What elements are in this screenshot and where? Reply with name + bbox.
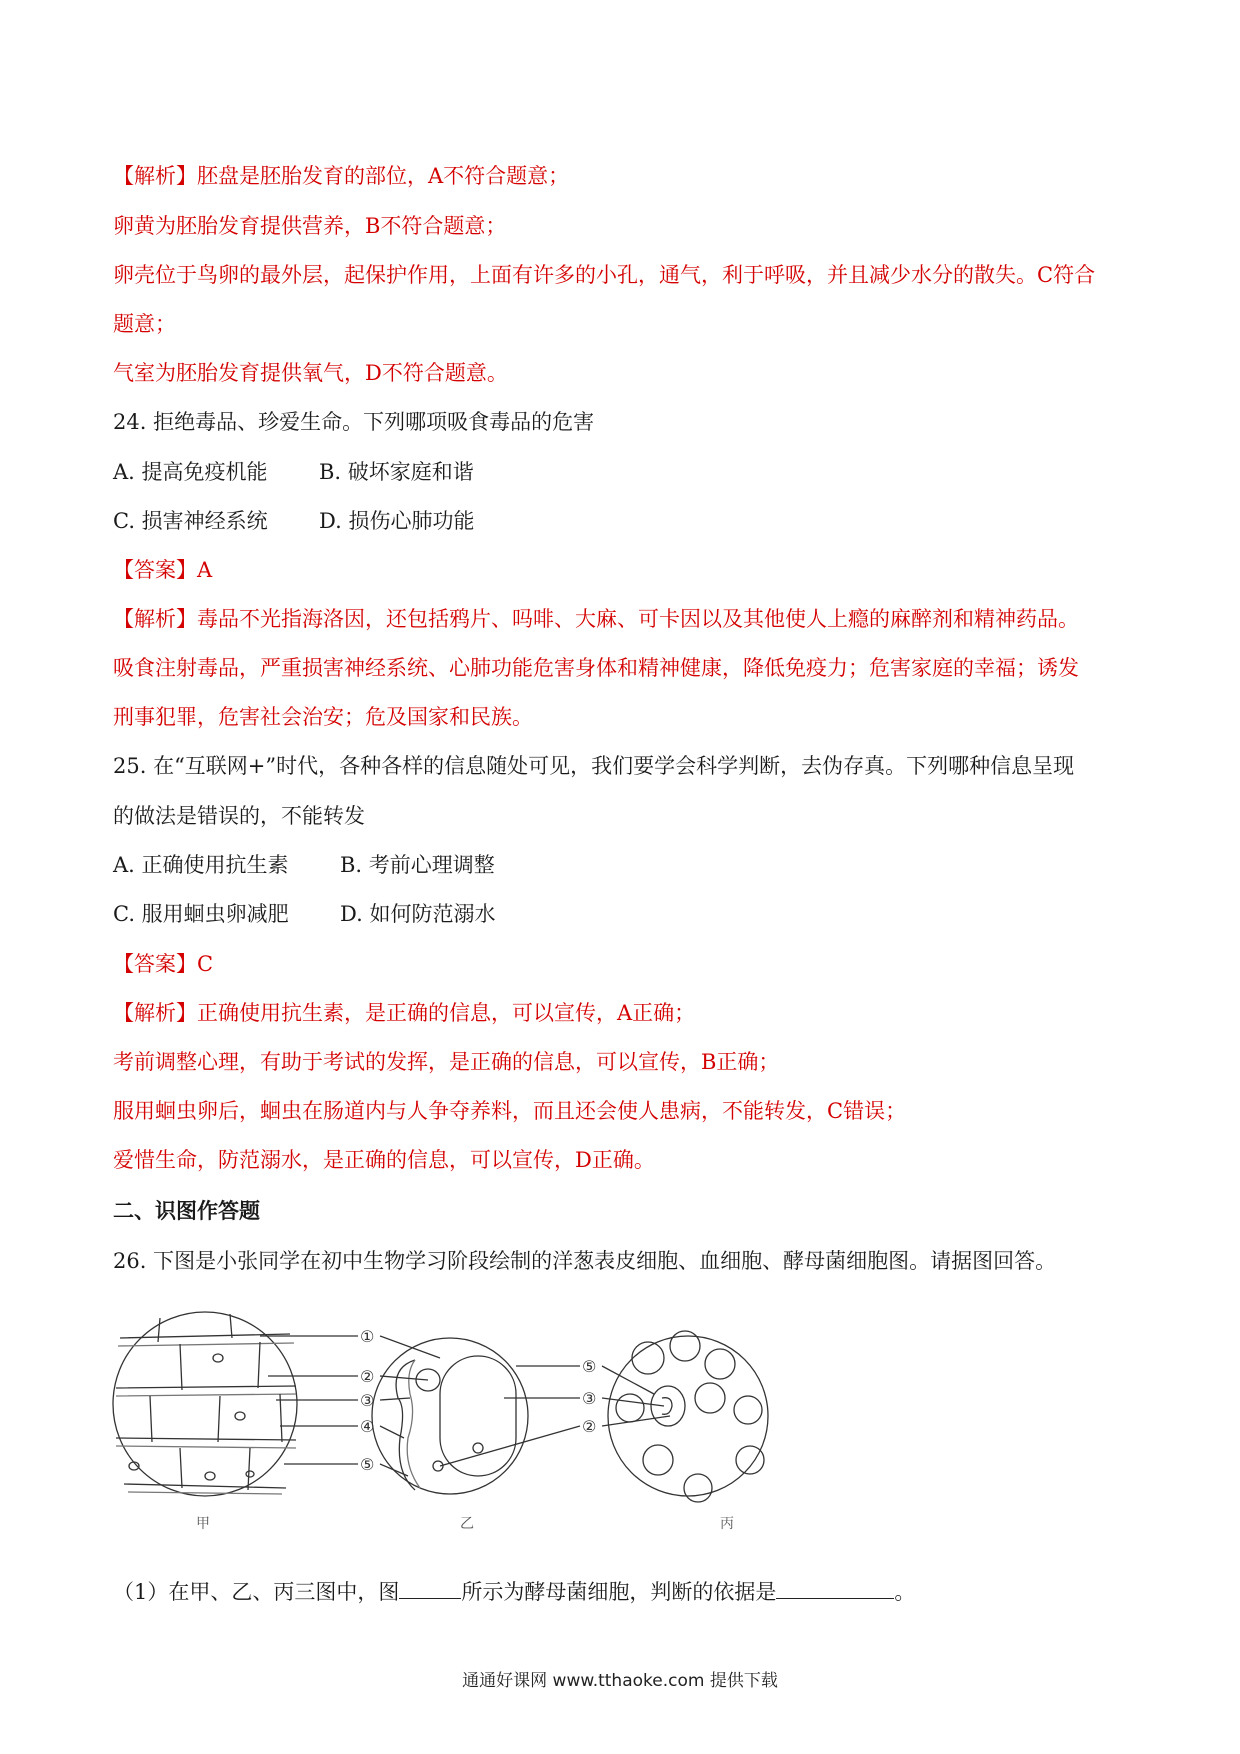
q26-sub1-blank-1[interactable] [399, 1578, 461, 1599]
fig-label-jia-1: ① [360, 1327, 375, 1346]
q24-answer: 【答案】A [113, 558, 213, 582]
q25-option-d: D. 如何防范溺水 [340, 902, 496, 926]
onion-epidermis-cell-drawing [113, 1312, 297, 1496]
section-2-heading: 二、识图作答题 [113, 1199, 260, 1223]
fig-label-yi-5: ⑤ [582, 1357, 597, 1376]
q25-stem-line-1: 25. 在“互联网+”时代，各种各样的信息随处可见，我们要学会科学判断，去伪存真。下列哪种信息呈现 [113, 754, 1075, 778]
q26-stem: 26. 下图是小张同学在初中生物学习阶段绘制的洋葱表皮细胞、血细胞、酵母菌细胞图。请据图回答。 [113, 1249, 1057, 1273]
q25-option-c: C. 服用蛔虫卵减肥 [113, 902, 289, 926]
q24-stem: 24. 拒绝毒品、珍爱生命。下列哪项吸食毒品的危害 [113, 410, 595, 434]
q26-sub1 [113, 1578, 915, 1606]
q25-stem-line-2: 的做法是错误的，不能转发 [113, 804, 365, 828]
q23-analysis-line-5: 气室为胚胎发育提供氧气，D不符合题意。 [113, 361, 508, 385]
blood-yeast-cell-drawing [608, 1331, 768, 1502]
q24-analysis-line-2: 吸食注射毒品，严重损害神经系统、心肺功能危害身体和精神健康，降低免疫力；危害家庭的幸福；诱发 [113, 656, 1079, 680]
q24-analysis-line-1: 【解析】毒品不光指海洛因，还包括鸦片、吗啡、大麻、可卡因以及其他使人上瘾的麻醉剂和精神药品。 [113, 607, 1079, 631]
cell-diagram-figure [110, 1298, 830, 1548]
fig-caption-bing: 丙 [720, 1516, 734, 1532]
q26-sub1-text-b: 所示为酵母菌细胞，判断的依据是 [461, 1580, 777, 1604]
q25-options-row-2 [113, 900, 495, 928]
q24-options-row-2 [113, 507, 474, 535]
fig-caption-yi: 乙 [460, 1516, 474, 1532]
fig-label-yi-2: ② [582, 1417, 597, 1436]
q25-analysis-line-3: 服用蛔虫卵后，蛔虫在肠道内与人争夺养料，而且还会使人患病，不能转发，C错误； [113, 1099, 907, 1123]
q25-answer: 【答案】C [113, 952, 214, 976]
q24-option-c: C. 损害神经系统 [113, 509, 268, 533]
fig-caption-jia: 甲 [196, 1516, 210, 1532]
q25-options-row-1 [113, 851, 495, 879]
fig-label-jia-5: ⑤ [360, 1455, 375, 1474]
fig-label-jia-3: ③ [360, 1391, 375, 1410]
q25-analysis-line-4: 爱惜生命，防范溺水，是正确的信息，可以宣传，D正确。 [113, 1148, 655, 1172]
q26-sub1-blank-2[interactable] [776, 1578, 894, 1599]
q23-analysis-line-4: 题意； [113, 312, 176, 336]
q26-sub1-text-c: 。 [894, 1580, 916, 1604]
q25-option-a: A. 正确使用抗生素 [113, 853, 289, 877]
fig-label-jia-2: ② [360, 1367, 375, 1386]
q23-analysis-line-3: 卵壳位于鸟卵的最外层，起保护作用，上面有许多的小孔，通气，利于呼吸，并且减少水分的散失。C符合 [113, 263, 1096, 287]
q26-sub1-text-a: （1）在甲、乙、丙三图中，图 [113, 1580, 400, 1604]
page-footer: 通通好课网 www.tthaoke.com 提供下载 [462, 1671, 778, 1691]
q24-option-b: B. 破坏家庭和谐 [319, 460, 474, 484]
fig-label-jia-4: ④ [360, 1417, 375, 1436]
q25-analysis-line-2: 考前调整心理，有助于考试的发挥，是正确的信息，可以宣传，B正确； [113, 1050, 780, 1074]
q24-options-row-1 [113, 458, 474, 486]
q24-option-d: D. 损伤心肺功能 [319, 509, 475, 533]
q25-option-b: B. 考前心理调整 [340, 853, 495, 877]
q24-option-a: A. 提高免疫机能 [113, 460, 268, 484]
q23-analysis-line-1: 【解析】胚盘是胚胎发育的部位，A不符合题意； [113, 164, 570, 188]
q24-analysis-line-3: 刑事犯罪，危害社会治安；危及国家和民族。 [113, 705, 533, 729]
q25-analysis-line-1: 【解析】正确使用抗生素，是正确的信息，可以宣传，A正确； [113, 1001, 696, 1025]
q23-analysis-line-2: 卵黄为胚胎发育提供营养，B不符合题意； [113, 214, 507, 238]
fig-label-yi-3: ③ [582, 1389, 597, 1408]
